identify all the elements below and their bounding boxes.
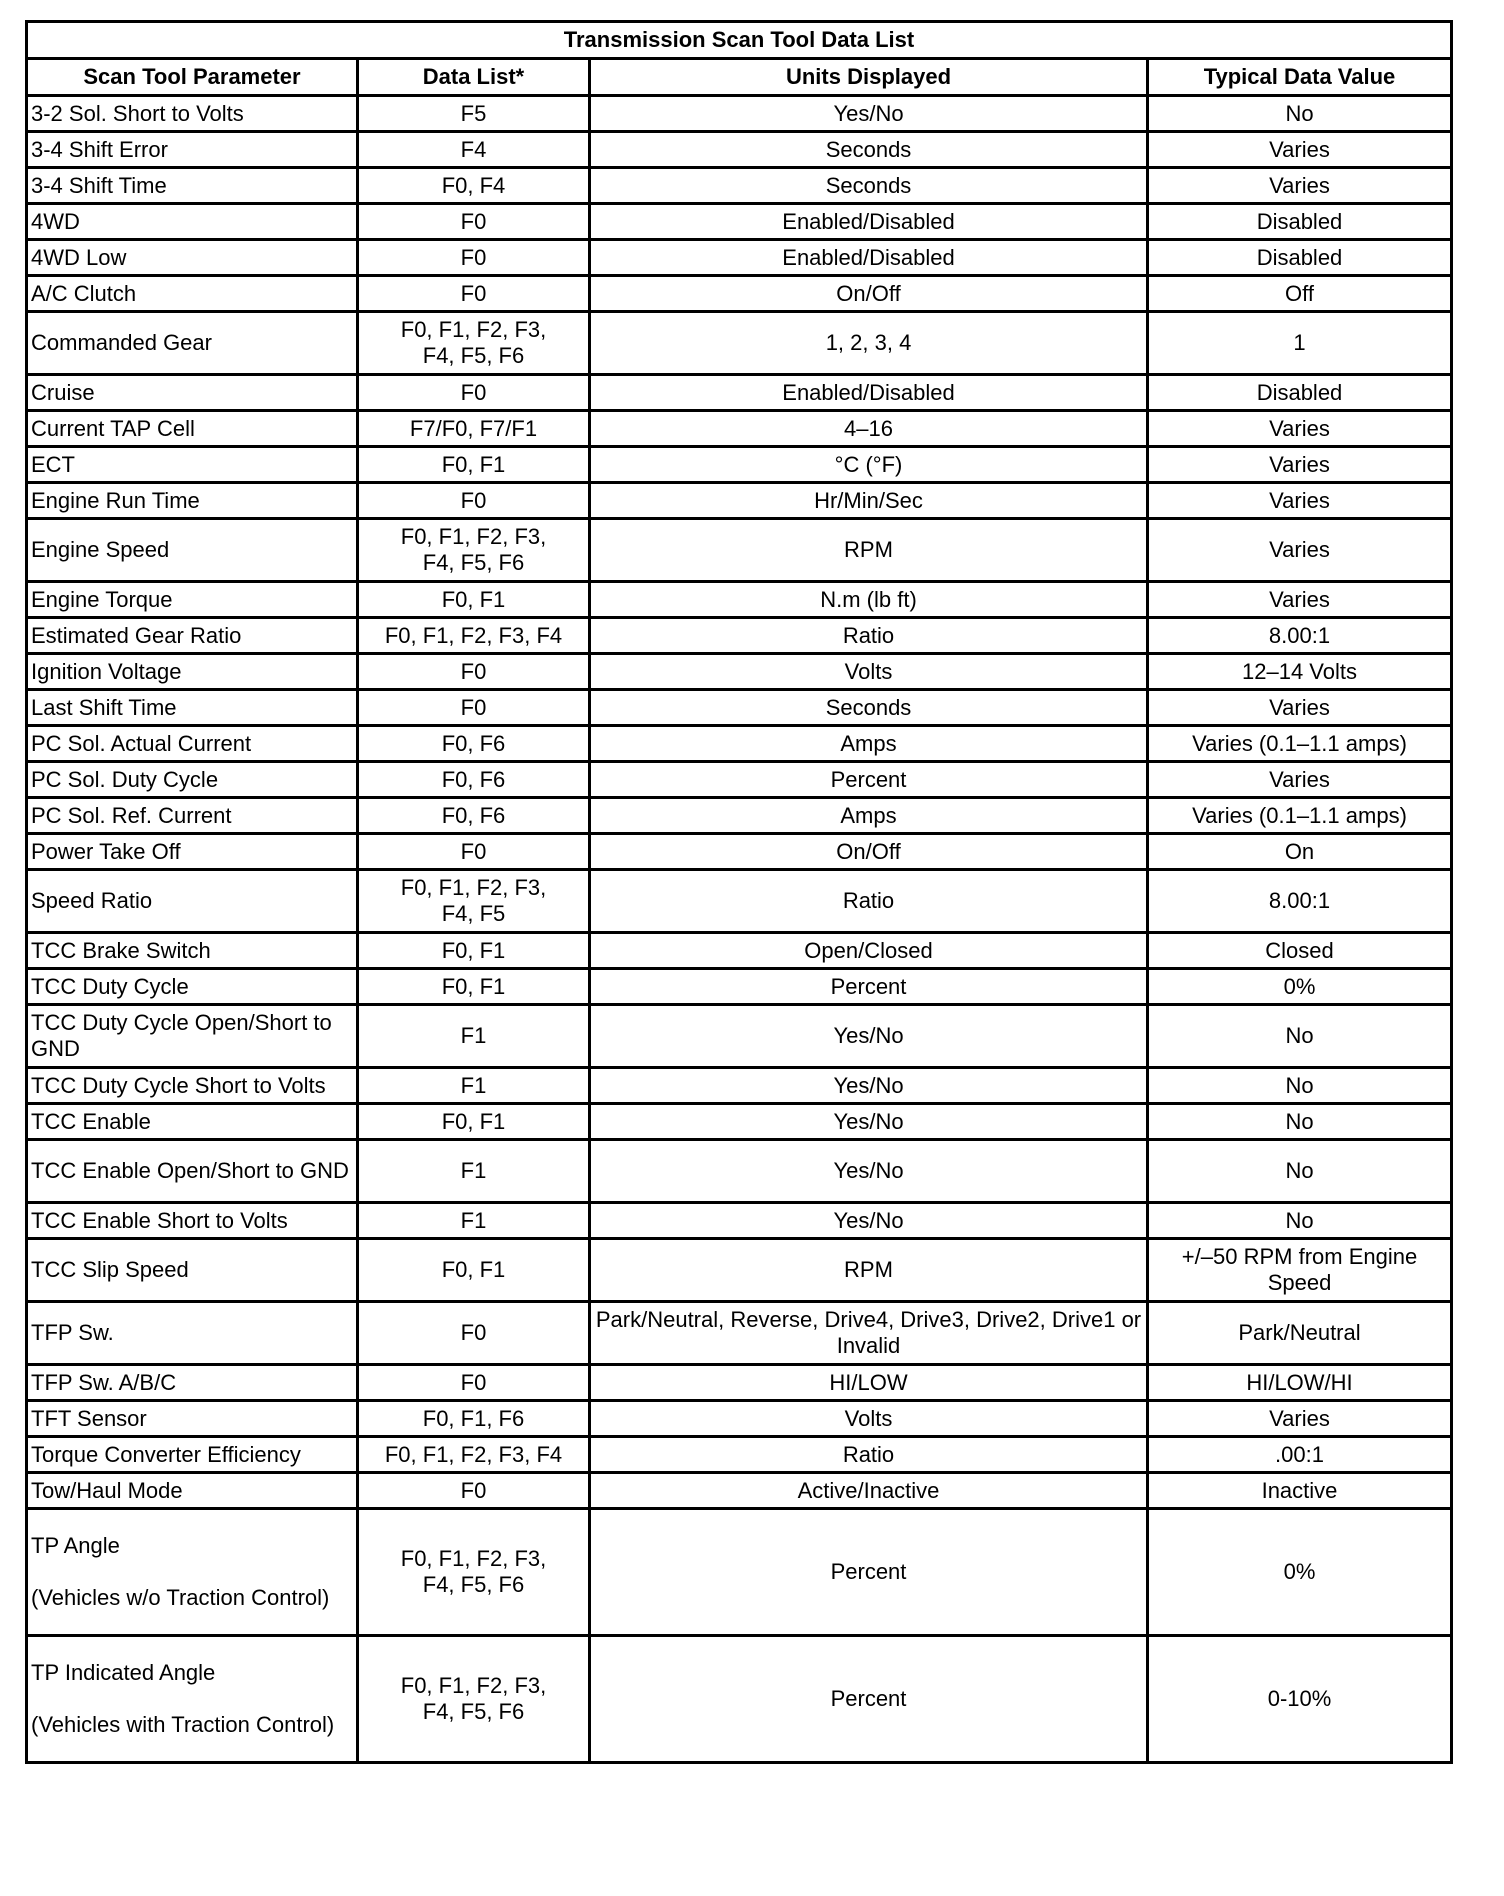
cell-data-list: F1 xyxy=(358,1203,590,1239)
table-row xyxy=(27,447,1452,483)
cell-parameter xyxy=(27,519,358,582)
cell-units: Hr/Min/Sec xyxy=(590,483,1148,519)
cell-typical-value: Varies (0.1–1.1 amps) xyxy=(1148,798,1452,834)
cell-units: Volts xyxy=(590,1401,1148,1437)
cell-typical-value: 1 xyxy=(1148,312,1452,375)
cell-data-list: F0 xyxy=(358,1365,590,1401)
cell-units: Amps xyxy=(590,726,1148,762)
cell-data-list: F0, F6 xyxy=(358,762,590,798)
parameter-note: (Vehicles w/o Traction Control) xyxy=(31,1585,330,1610)
cell-units: Seconds xyxy=(590,690,1148,726)
parameter-name: PC Sol. Actual Current xyxy=(31,730,252,756)
cell-units: Percent xyxy=(590,969,1148,1005)
parameter-name: 4WD Low xyxy=(31,244,127,270)
cell-data-list: F0, F4 xyxy=(358,168,590,204)
parameter-name: Engine Run Time xyxy=(31,487,200,513)
cell-units: Ratio xyxy=(590,870,1148,933)
cell-data-list: F0, F1 xyxy=(358,447,590,483)
table-row xyxy=(27,582,1452,618)
cell-typical-value: Varies xyxy=(1148,132,1452,168)
cell-parameter xyxy=(27,447,358,483)
table-row xyxy=(27,483,1452,519)
table-row xyxy=(27,690,1452,726)
header-typical-data-value: Typical Data Value xyxy=(1148,59,1452,96)
table-row xyxy=(27,969,1452,1005)
cell-units: Percent xyxy=(590,1509,1148,1636)
cell-typical-value: +/–50 RPM from Engine Speed xyxy=(1148,1239,1452,1302)
cell-parameter xyxy=(27,870,358,933)
cell-parameter xyxy=(27,96,358,132)
cell-parameter xyxy=(27,762,358,798)
cell-parameter xyxy=(27,240,358,276)
table-row xyxy=(27,204,1452,240)
cell-parameter xyxy=(27,1005,358,1068)
cell-data-list: F5 xyxy=(358,96,590,132)
cell-units: Ratio xyxy=(590,618,1148,654)
cell-typical-value: No xyxy=(1148,1203,1452,1239)
cell-data-list: F0, F1, F2, F3, F4 xyxy=(358,618,590,654)
table-row xyxy=(27,1302,1452,1365)
cell-parameter xyxy=(27,1509,358,1636)
table-row xyxy=(27,96,1452,132)
cell-parameter xyxy=(27,654,358,690)
scan-tool-document xyxy=(25,20,1450,1764)
cell-typical-value: Varies xyxy=(1148,168,1452,204)
cell-typical-value: 0% xyxy=(1148,969,1452,1005)
table-row xyxy=(27,1509,1452,1636)
cell-typical-value: 0-10% xyxy=(1148,1636,1452,1763)
parameter-name: 3-2 Sol. Short to Volts xyxy=(31,100,244,126)
table-row xyxy=(27,1473,1452,1509)
cell-data-list: F0, F1, F2, F3, F4 xyxy=(358,1437,590,1473)
cell-parameter xyxy=(27,375,358,411)
cell-typical-value: Varies xyxy=(1148,582,1452,618)
header-units-displayed: Units Displayed xyxy=(590,59,1148,96)
table-row xyxy=(27,933,1452,969)
parameter-name: A/C Clutch xyxy=(31,280,137,306)
parameter-name: Commanded Gear xyxy=(31,330,212,355)
table-row xyxy=(27,1437,1452,1473)
table-row xyxy=(27,1636,1452,1763)
cell-typical-value: 8.00:1 xyxy=(1148,618,1452,654)
cell-parameter xyxy=(27,1104,358,1140)
cell-units: HI/LOW xyxy=(590,1365,1148,1401)
cell-data-list: F0, F1, F2, F3, F4, F5, F6 xyxy=(358,519,590,582)
cell-parameter xyxy=(27,1302,358,1365)
parameter-name: TCC Slip Speed xyxy=(31,1257,189,1282)
cell-data-list: F0, F6 xyxy=(358,726,590,762)
cell-data-list: F0, F1 xyxy=(358,933,590,969)
cell-parameter xyxy=(27,798,358,834)
cell-units: On/Off xyxy=(590,276,1148,312)
cell-typical-value: Varies xyxy=(1148,519,1452,582)
cell-parameter xyxy=(27,834,358,870)
cell-parameter xyxy=(27,411,358,447)
cell-typical-value: Varies xyxy=(1148,762,1452,798)
cell-data-list: F0 xyxy=(358,240,590,276)
cell-data-list: F1 xyxy=(358,1068,590,1104)
parameter-name: Ignition Voltage xyxy=(31,658,182,684)
cell-units: Enabled/Disabled xyxy=(590,204,1148,240)
parameter-name: TCC Enable xyxy=(31,1108,151,1134)
header-data-list: Data List* xyxy=(358,59,590,96)
cell-units: Ratio xyxy=(590,1437,1148,1473)
table-row xyxy=(27,240,1452,276)
cell-data-list: F0 xyxy=(358,276,590,312)
parameter-name: 3-4 Shift Error xyxy=(31,136,168,162)
cell-data-list: F0, F1, F2, F3, F4, F5, F6 xyxy=(358,312,590,375)
table-title: Transmission Scan Tool Data List xyxy=(25,20,1453,57)
cell-units: Yes/No xyxy=(590,96,1148,132)
cell-data-list: F0 xyxy=(358,1302,590,1365)
parameter-note: (Vehicles with Traction Control) xyxy=(31,1712,335,1737)
cell-typical-value: Disabled xyxy=(1148,375,1452,411)
cell-parameter xyxy=(27,1140,358,1203)
cell-units: RPM xyxy=(590,1239,1148,1302)
cell-data-list: F0, F1, F2, F3, F4, F5 xyxy=(358,870,590,933)
parameter-name: PC Sol. Duty Cycle xyxy=(31,766,219,792)
table-row xyxy=(27,519,1452,582)
parameter-name: Last Shift Time xyxy=(31,694,177,720)
cell-units: Volts xyxy=(590,654,1148,690)
table-row xyxy=(27,276,1452,312)
parameter-name: 3-4 Shift Time xyxy=(31,172,167,198)
cell-units: N.m (lb ft) xyxy=(590,582,1148,618)
table-row xyxy=(27,1005,1452,1068)
cell-parameter xyxy=(27,1068,358,1104)
table-row xyxy=(27,726,1452,762)
cell-typical-value: No xyxy=(1148,1140,1452,1203)
cell-parameter xyxy=(27,132,358,168)
cell-data-list: F0 xyxy=(358,1473,590,1509)
cell-typical-value: No xyxy=(1148,1068,1452,1104)
parameter-name: Tow/Haul Mode xyxy=(31,1477,183,1503)
cell-units: Seconds xyxy=(590,168,1148,204)
cell-parameter xyxy=(27,1437,358,1473)
cell-units: Yes/No xyxy=(590,1104,1148,1140)
cell-data-list: F0 xyxy=(358,690,590,726)
parameter-name: TP Indicated Angle xyxy=(31,1660,216,1685)
parameter-name: ECT xyxy=(31,451,75,477)
cell-typical-value: No xyxy=(1148,1104,1452,1140)
cell-typical-value: Disabled xyxy=(1148,204,1452,240)
cell-data-list: F0 xyxy=(358,204,590,240)
parameter-name: Engine Speed xyxy=(31,537,170,562)
cell-units: Amps xyxy=(590,798,1148,834)
parameter-name: Power Take Off xyxy=(31,838,181,864)
cell-parameter xyxy=(27,168,358,204)
cell-parameter xyxy=(27,1401,358,1437)
cell-typical-value: Off xyxy=(1148,276,1452,312)
parameter-name: PC Sol. Ref. Current xyxy=(31,802,232,828)
cell-units: Yes/No xyxy=(590,1068,1148,1104)
table-row xyxy=(27,1104,1452,1140)
cell-data-list: F7/F0, F7/F1 xyxy=(358,411,590,447)
cell-data-list: F0, F6 xyxy=(358,798,590,834)
table-row xyxy=(27,798,1452,834)
table-row xyxy=(27,168,1452,204)
cell-units: °C (°F) xyxy=(590,447,1148,483)
cell-typical-value: Varies xyxy=(1148,690,1452,726)
cell-units: Yes/No xyxy=(590,1005,1148,1068)
table-row xyxy=(27,1203,1452,1239)
cell-parameter xyxy=(27,1473,358,1509)
table-row xyxy=(27,132,1452,168)
cell-units: Active/Inactive xyxy=(590,1473,1148,1509)
cell-units: 1, 2, 3, 4 xyxy=(590,312,1148,375)
header-row xyxy=(27,59,1452,96)
cell-units: On/Off xyxy=(590,834,1148,870)
cell-parameter xyxy=(27,204,358,240)
cell-parameter xyxy=(27,1365,358,1401)
cell-data-list: F0, F1, F6 xyxy=(358,1401,590,1437)
cell-parameter xyxy=(27,690,358,726)
cell-units: Open/Closed xyxy=(590,933,1148,969)
table-row xyxy=(27,375,1452,411)
cell-typical-value: Inactive xyxy=(1148,1473,1452,1509)
cell-data-list: F1 xyxy=(358,1140,590,1203)
cell-typical-value: On xyxy=(1148,834,1452,870)
cell-data-list: F0, F1, F2, F3, F4, F5, F6 xyxy=(358,1509,590,1636)
table-row xyxy=(27,1140,1452,1203)
table-row xyxy=(27,1401,1452,1437)
cell-data-list: F0 xyxy=(358,654,590,690)
cell-typical-value: 12–14 Volts xyxy=(1148,654,1452,690)
table-row xyxy=(27,618,1452,654)
cell-typical-value: Disabled xyxy=(1148,240,1452,276)
cell-units: Park/Neutral, Reverse, Drive4, Drive3, Drive2, Drive1 or Invalid xyxy=(590,1302,1148,1365)
parameter-name: Torque Converter Efficiency xyxy=(31,1441,301,1467)
cell-parameter xyxy=(27,1636,358,1763)
cell-units: Enabled/Disabled xyxy=(590,240,1148,276)
parameter-name: TP Angle xyxy=(31,1533,120,1558)
cell-data-list: F0, F1 xyxy=(358,1104,590,1140)
parameter-name: TFP Sw. xyxy=(31,1320,114,1345)
table-row xyxy=(27,312,1452,375)
parameter-name: TCC Enable Open/Short to GND xyxy=(31,1158,349,1183)
table-row xyxy=(27,762,1452,798)
cell-typical-value: 8.00:1 xyxy=(1148,870,1452,933)
header-scan-tool-parameter: Scan Tool Parameter xyxy=(27,59,358,96)
cell-units: RPM xyxy=(590,519,1148,582)
cell-parameter xyxy=(27,1239,358,1302)
table-row xyxy=(27,870,1452,933)
parameter-name: Estimated Gear Ratio xyxy=(31,622,242,648)
cell-parameter xyxy=(27,618,358,654)
cell-parameter xyxy=(27,582,358,618)
parameter-name: TCC Duty Cycle Short to Volts xyxy=(31,1072,326,1098)
cell-parameter xyxy=(27,726,358,762)
parameter-name: Cruise xyxy=(31,379,95,405)
cell-typical-value: No xyxy=(1148,96,1452,132)
parameter-name: TFP Sw. A/B/C xyxy=(31,1369,177,1395)
cell-data-list: F0 xyxy=(358,375,590,411)
parameter-name: TCC Brake Switch xyxy=(31,937,211,963)
cell-typical-value: HI/LOW/HI xyxy=(1148,1365,1452,1401)
cell-units: Yes/No xyxy=(590,1203,1148,1239)
parameter-name: Current TAP Cell xyxy=(31,415,195,441)
cell-parameter xyxy=(27,969,358,1005)
cell-typical-value: No xyxy=(1148,1005,1452,1068)
parameter-name: TCC Enable Short to Volts xyxy=(31,1207,288,1233)
cell-parameter xyxy=(27,933,358,969)
cell-typical-value: Varies xyxy=(1148,447,1452,483)
cell-typical-value: Varies (0.1–1.1 amps) xyxy=(1148,726,1452,762)
parameter-name: TFT Sensor xyxy=(31,1405,147,1431)
parameter-name: Engine Torque xyxy=(31,586,173,612)
cell-typical-value: 0% xyxy=(1148,1509,1452,1636)
cell-units: Percent xyxy=(590,762,1148,798)
cell-units: Enabled/Disabled xyxy=(590,375,1148,411)
parameter-name: TCC Duty Cycle xyxy=(31,973,189,999)
cell-data-list: F0 xyxy=(358,483,590,519)
cell-units: Yes/No xyxy=(590,1140,1148,1203)
table-row xyxy=(27,411,1452,447)
table-row xyxy=(27,1068,1452,1104)
scan-tool-data-table xyxy=(25,20,1453,1764)
table-row xyxy=(27,834,1452,870)
cell-data-list: F1 xyxy=(358,1005,590,1068)
cell-data-list: F0, F1, F2, F3, F4, F5, F6 xyxy=(358,1636,590,1763)
cell-data-list: F0, F1 xyxy=(358,582,590,618)
cell-data-list: F0, F1 xyxy=(358,969,590,1005)
parameter-name: 4WD xyxy=(31,208,80,234)
parameter-name: Speed Ratio xyxy=(31,888,153,913)
cell-parameter xyxy=(27,483,358,519)
table-row xyxy=(27,654,1452,690)
table-row xyxy=(27,1365,1452,1401)
cell-units: Seconds xyxy=(590,132,1148,168)
cell-parameter xyxy=(27,1203,358,1239)
cell-units: Percent xyxy=(590,1636,1148,1763)
parameter-name: TCC Duty Cycle Open/Short to GND xyxy=(31,1010,332,1061)
cell-data-list: F0 xyxy=(358,834,590,870)
cell-data-list: F4 xyxy=(358,132,590,168)
cell-parameter xyxy=(27,276,358,312)
cell-typical-value: Varies xyxy=(1148,483,1452,519)
cell-parameter xyxy=(27,312,358,375)
cell-typical-value: .00:1 xyxy=(1148,1437,1452,1473)
cell-typical-value: Park/Neutral xyxy=(1148,1302,1452,1365)
cell-typical-value: Closed xyxy=(1148,933,1452,969)
cell-units: 4–16 xyxy=(590,411,1148,447)
cell-data-list: F0, F1 xyxy=(358,1239,590,1302)
table-row xyxy=(27,1239,1452,1302)
cell-typical-value: Varies xyxy=(1148,1401,1452,1437)
cell-typical-value: Varies xyxy=(1148,411,1452,447)
